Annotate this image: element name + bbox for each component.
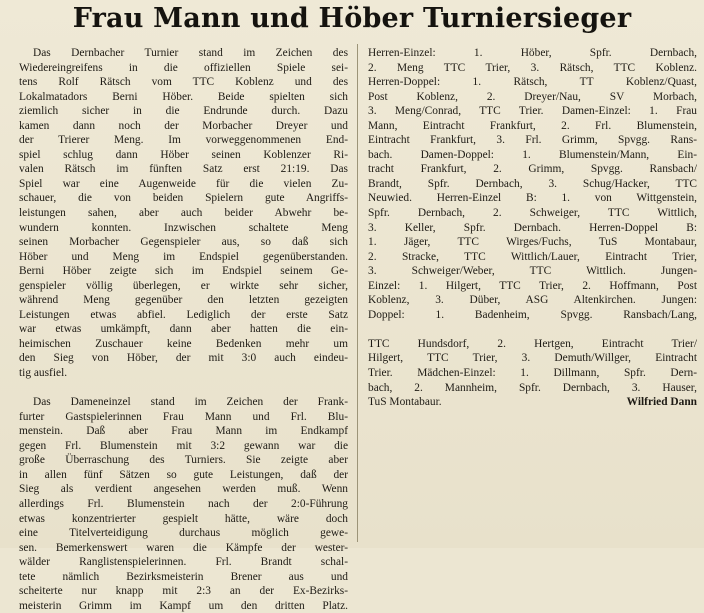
article-line: leistungen sahen, aber auch beider Abwehr be- xyxy=(19,207,348,220)
article-line: etwas konzentrierter gespielt hätte, wäre doch xyxy=(19,512,348,525)
result-line: Koblenz, 3. Düber, ASG Altenkirchen. Jungen: xyxy=(368,294,697,307)
paragraph-gap xyxy=(19,381,348,396)
article-line: kamen dann noch der Morbacher Dreyer und xyxy=(19,119,348,132)
results-gap xyxy=(368,322,697,337)
article-line: den Sieg von Höber, der mit 3:0 auch eindeu- xyxy=(19,352,348,365)
article-line: Berni Höber zeigte sich im Endspiel seinem Ge- xyxy=(19,265,348,278)
article-line: während Meng gegenüber den letzten gezeigten xyxy=(19,294,348,307)
article-line: tig ausfiel. xyxy=(19,367,68,380)
results-final-line: TuS Montabaur. xyxy=(368,396,442,409)
result-line: Neuwied. Herren-Einzel B: 1. von Wittgenstein, xyxy=(368,192,697,205)
article-line: tete nämlich Bezirksmeisterin Brener aus und xyxy=(19,570,348,583)
article-line: genspieler völlig überlegen, er wirkte sehr sicher, xyxy=(19,279,348,292)
article-line: Das Dameneinzel stand im Zeichen der Frank- xyxy=(33,396,348,409)
result-line: Doppel: 1. Badenheim, Spvgg. Ransbach/Lang, xyxy=(368,308,697,321)
result-line: TTC Hundsdorf, 2. Hertgen, Eintracht Trier/ xyxy=(368,337,697,350)
result-line: tracht Frankfurt, 2. Grimm, Spvgg. Ransbach/ xyxy=(368,163,697,176)
article-line: war etwas umkämpft, dann aber hatten die ein- xyxy=(19,323,348,336)
article-line: große Überraschung des Turniers. Sie zeigte aber xyxy=(19,454,348,467)
article-line: der Trierer Meng. Im vorweggenommenen End- xyxy=(19,134,348,147)
article-line: Höber und Meng im Endspiel gegenüberstanden. xyxy=(19,250,348,263)
article-line: gegen Frl. Blumenstein mit 3:2 gewann war die xyxy=(19,439,348,452)
left-column xyxy=(19,46,348,613)
result-line: 3. Meng/Conrad, TTC Trier. Damen-Einzel: 1. Frau xyxy=(368,105,697,118)
result-line: 2. Stracke, TTC Wittlich/Lauer, Eintracht Trier, xyxy=(368,250,697,263)
article-line: Lokalmatadors Berni Höber. Beide spielten sich xyxy=(19,90,348,103)
article-line: Leistungen etwas abfiel. Lediglich der erste Satz xyxy=(19,308,348,321)
results-list xyxy=(368,46,697,322)
result-line: Herren-Einzel: 1. Höber, Spfr. Dernbach, xyxy=(368,47,697,59)
article-line: sen. Bemerkenswert waren die Kämpfe der wester- xyxy=(19,541,348,554)
article-line: scheiterte nur knapp mit 2:3 an der Ex-Bezirks- xyxy=(19,585,348,598)
result-line: bach. Damen-Doppel: 1. Blumenstein/Mann, Ein- xyxy=(368,148,697,161)
right-column xyxy=(368,46,697,410)
article-line: in allen fünf Sätzen so gute Leistungen, daß der xyxy=(19,468,348,481)
result-line: Brandt, Spfr. Dernbach, 3. Schug/Hacker, TTC xyxy=(368,177,697,190)
article-line: furter Gastspielerinnen Frau Mann und Frl. Blu- xyxy=(19,410,348,423)
result-line: Einzel: 1. Hilgert, TTC Trier, 2. Hoffmann, Post xyxy=(368,279,697,292)
article-line: seinen Morbacher Gegenspieler aus, so daß sich xyxy=(19,236,348,249)
result-line: Spfr. Dernbach, 2. Schweiger, TTC Wittlich, xyxy=(368,207,697,220)
paragraph-tournament-women xyxy=(19,395,348,613)
result-line: Herren-Doppel: 1. Rätsch, TT Koblenz/Quast, xyxy=(368,76,697,89)
author-byline: Wilfried Dann xyxy=(626,396,697,409)
article-line: menstein. Daß aber Frau Mann im Endkampf xyxy=(19,425,348,438)
article-line: ziemlich sicher in die Endrunde durch. Dazu xyxy=(19,105,348,118)
article-line: wundern konnten. Inzwischen schaltete Meng xyxy=(19,221,348,234)
results-list-continued xyxy=(368,337,697,395)
result-line: Mann, Eintracht Frankfurt, 2. Frl. Blumenstein, xyxy=(368,119,697,132)
article-line: Das Dernbacher Turnier stand im Zeichen des xyxy=(33,47,348,59)
result-line: Trier. Mädchen-Einzel: 1. Dillmann, Spfr. Dern- xyxy=(368,367,697,380)
article-line: meisterin Grimm im Kampf um den dritten Platz. xyxy=(19,599,348,612)
results-signoff-line xyxy=(368,395,697,410)
result-line: 3. Keller, Spfr. Dernbach. Herren-Doppel B: xyxy=(368,221,697,234)
result-line: Eintracht Frankfurt, 3. Frl. Grimm, Spvgg. Rans- xyxy=(368,134,697,147)
article-line: Wiedereingreifens in die offiziellen Spiele sei- xyxy=(19,61,348,74)
article-line: heimischen Zuschauer keine Bedenken mehr um xyxy=(19,337,348,350)
article-line: wälder Ranglistenspielerinnen. Frl. Brandt schal- xyxy=(19,556,348,569)
article-line: eine Titelverteidigung durchaus möglich gewe- xyxy=(19,527,348,540)
article-line: Sieg als verdient angesehen werden muß. Wenn xyxy=(19,483,348,496)
paragraph-tournament-men xyxy=(19,46,348,381)
headline: Frau Mann und Höber Turniersieger xyxy=(72,3,632,34)
result-line: 1. Jäger, TTC Wirges/Fuchs, TuS Montabaur, xyxy=(368,236,697,249)
result-line: 2. Meng TTC Trier, 3. Rätsch, TTC Koblenz. xyxy=(368,61,697,74)
result-line: Post Koblenz, 2. Dreyer/Nau, SV Morbach, xyxy=(368,90,697,103)
result-line: bach, 2. Mannheim, Spfr. Dernbach, 3. Hauser, xyxy=(368,381,697,394)
result-line: 3. Schweiger/Weber, TTC Wittlich. Jungen- xyxy=(368,265,697,278)
article-line: spiel schlug dann Höber seinen Koblenzer Ri- xyxy=(19,148,348,161)
article-line: schauer, die von beiden Spielern gute Angriffs- xyxy=(19,192,348,205)
article-line: valen Rätsch im fünften Satz erst 21:19. Das xyxy=(19,163,348,176)
article-line: Spiel war eine Augenweide für die vielen Zu- xyxy=(19,177,348,190)
column-divider xyxy=(357,44,358,542)
article-line: tens Rolf Rätsch vom TTC Koblenz und des xyxy=(19,76,348,89)
result-line: Hilgert, TTC Trier, 3. Demuth/Willger, Eintracht xyxy=(368,352,697,365)
article-line: allerdings Frl. Blumenstein nach der 2:0-Führung xyxy=(19,497,348,510)
